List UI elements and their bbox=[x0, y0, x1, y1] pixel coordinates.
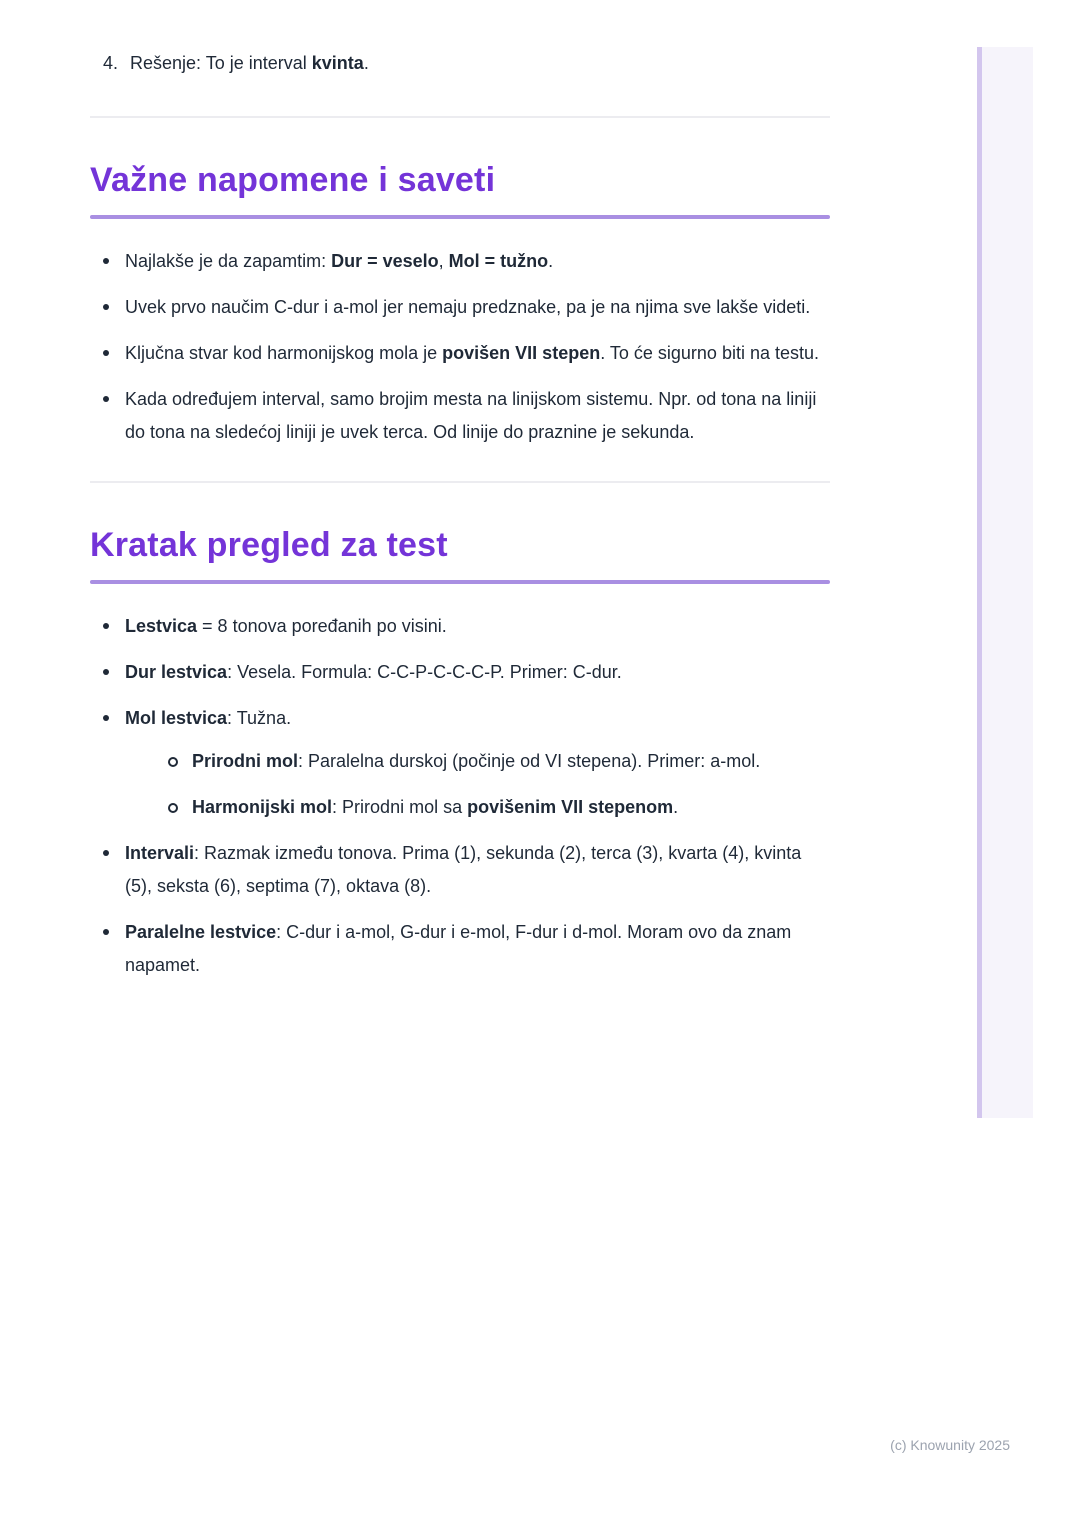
section-title-review: Kratak pregled za test bbox=[90, 526, 448, 564]
list-item bbox=[90, 656, 830, 689]
footer-credit: (c) Knowunity 2025 bbox=[890, 1437, 1010, 1453]
list-item bbox=[90, 245, 830, 278]
page-edge-scroll-strip[interactable] bbox=[977, 47, 1033, 1118]
list-item bbox=[90, 337, 830, 370]
list-item-text: Uvek prvo naučim C-dur i a-mol jer nemaju predznake, pa je na njima sve lakše videti. bbox=[125, 297, 811, 317]
list-item-text: Mol lestvica: Tužna. bbox=[125, 708, 292, 728]
list-item bbox=[90, 702, 830, 824]
list-item bbox=[90, 291, 830, 324]
sub-list-item-text: Harmonijski mol: Prirodni mol sa povišenim VII stepenom. bbox=[192, 797, 679, 817]
list-item bbox=[90, 837, 830, 903]
notes-bullet-list bbox=[90, 245, 830, 449]
list-item-text: Ključna stvar kod harmonijskog mola je povišen VII stepen. To će sigurno biti na testu. bbox=[125, 343, 819, 363]
list-item-text: Paralelne lestvice: C-dur i a-mol, G-dur i e-mol, F-dur i d-mol. Moram ovo da znam napamet. bbox=[125, 922, 792, 975]
section-title-notes: Važne napomene i saveti bbox=[90, 161, 496, 199]
solution-text: Rešenje: To je interval kvinta. bbox=[130, 53, 369, 73]
ordered-list-number: 4. bbox=[103, 53, 119, 73]
list-item-text: Najlakše je da zapamtim: Dur = veselo, Mol = tužno. bbox=[125, 251, 554, 271]
sub-list-item bbox=[157, 745, 830, 778]
sub-list-item bbox=[157, 791, 830, 824]
list-item bbox=[90, 916, 830, 982]
title-underline bbox=[90, 580, 830, 584]
list-item-text: Kada određujem interval, samo brojim mesta na linijskom sistemu. Npr. od tona na liniji do tona na sledećoj liniji je uvek terca. Od linije do praznine je sekunda. bbox=[125, 389, 817, 442]
sub-list-item-text: Prirodni mol: Paralelna durskoj (počinje od VI stepena). Primer: a-mol. bbox=[192, 751, 761, 771]
title-underline bbox=[90, 215, 830, 219]
list-item bbox=[90, 383, 830, 449]
list-item-text: Dur lestvica: Vesela. Formula: C-C-P-C-C-C-P. Primer: C-dur. bbox=[125, 662, 622, 682]
list-item-text: Intervali: Razmak između tonova. Prima (1), sekunda (2), terca (3), kvarta (4), kvinta (5), seksta (6), septima (7), oktava (8). bbox=[125, 843, 802, 896]
review-bullet-list bbox=[90, 610, 830, 982]
sub-list bbox=[125, 745, 830, 824]
list-item-text: Lestvica = 8 tonova poređanih po visini. bbox=[125, 616, 447, 636]
section-divider bbox=[90, 116, 830, 118]
list-item bbox=[90, 610, 830, 643]
document-content bbox=[90, 0, 830, 995]
solution-line bbox=[90, 50, 830, 77]
section-divider bbox=[90, 481, 830, 483]
